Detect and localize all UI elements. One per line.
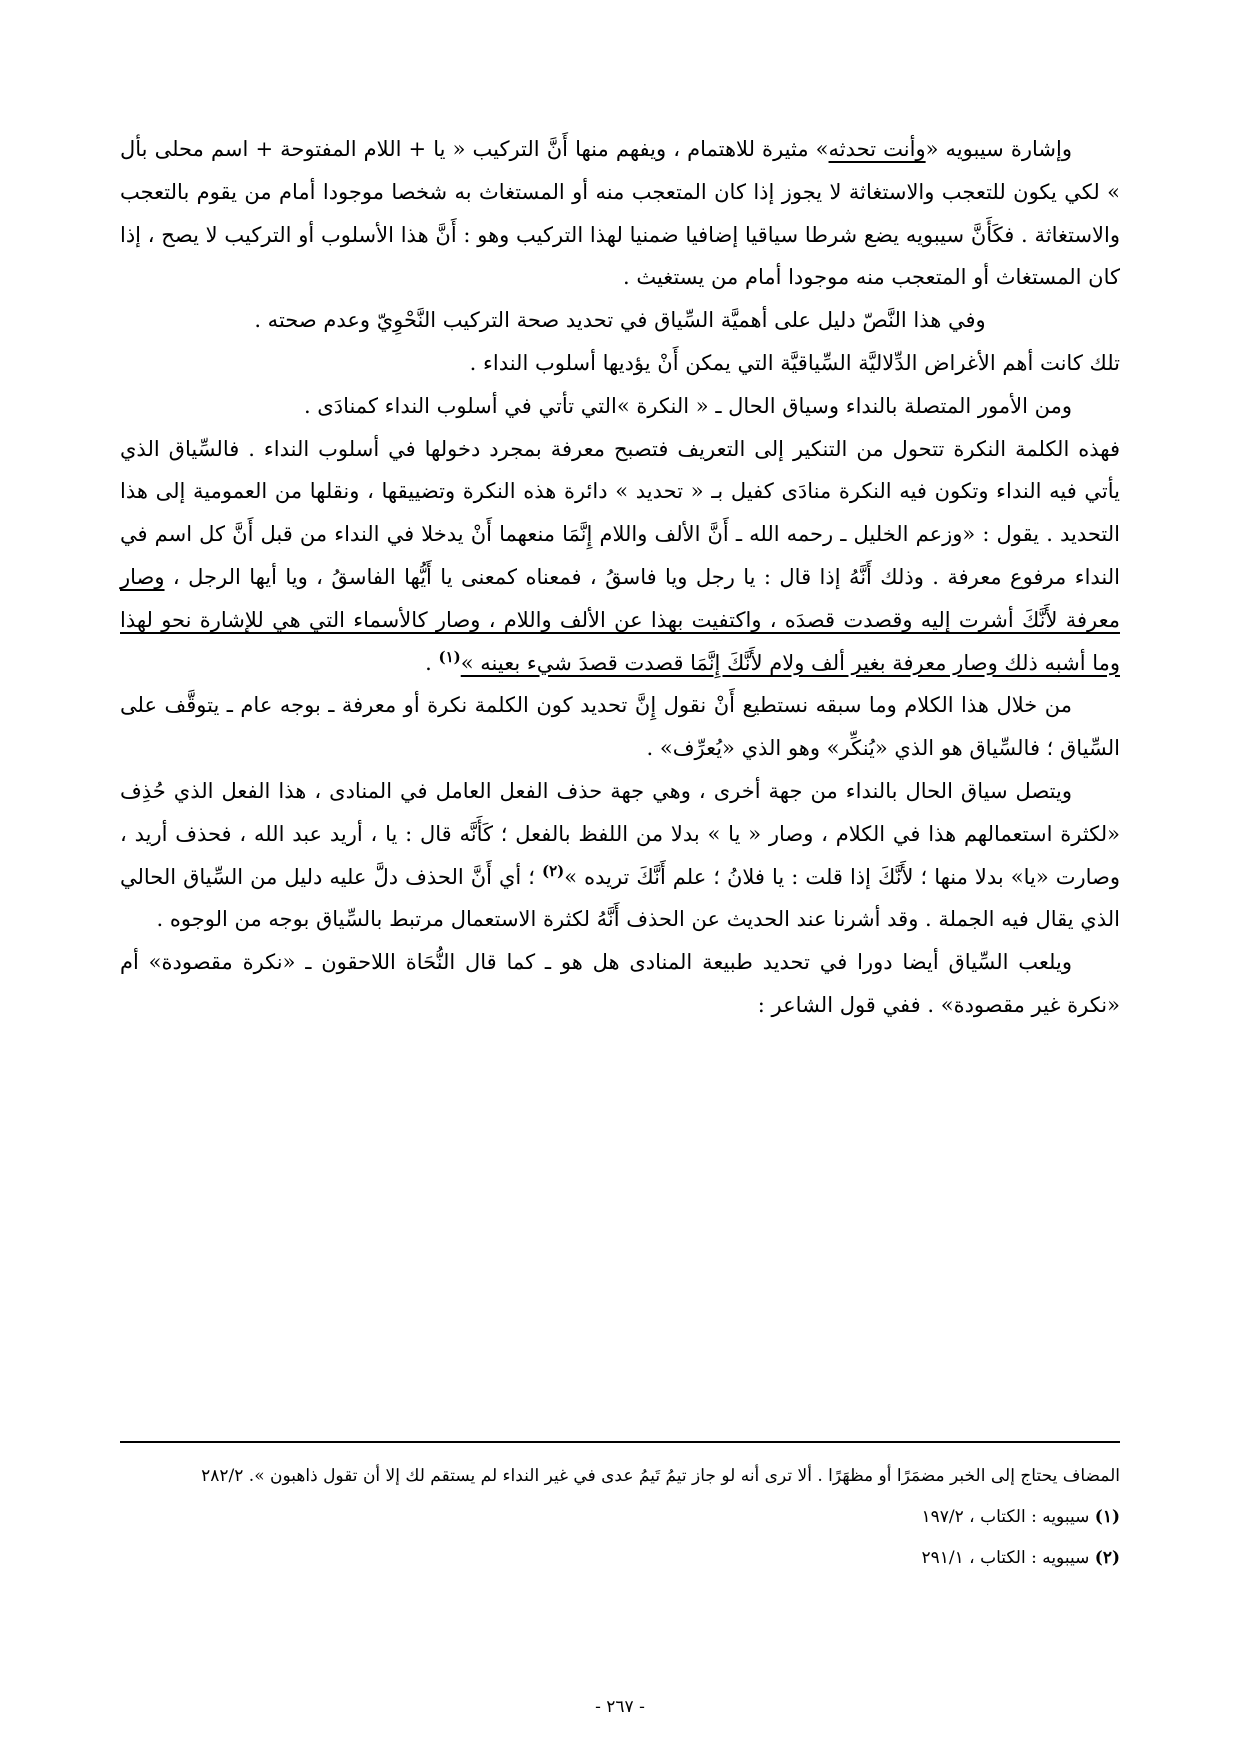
paragraph-summary: تلك كانت أهم الأغراض الدِّلاليَّة السِّياقيَّة التي يمكن أَنْ يؤديها أسلوب النداء . bbox=[469, 350, 1120, 375]
footnote-1-text: سيبويه : الكتاب ، ١٩٧/٢ bbox=[921, 1507, 1095, 1527]
paragraph-vocative-nature: ويلعب السِّياق أيضا دورا في تحديد طبيعة المنادى هل هو ـ كما قال النُّحَاة اللاحقون ـ «نكرة مقصودة» أم «نكرة غير مقصودة» . ففي قول الشاعر : bbox=[120, 950, 1120, 1017]
text-run: ويتصل سياق الحال بالنداء من جهة أخرى ، وهي جهة حذف الفعل العامل في المنادى ، هذا الفعل الذي حُذِف «لكثرة استعمالهم هذا في الكلام ، وصار « يا » بدلا من اللفظ بالفعل ؛ كَأَنَّه قال : يا ، أريد عبد الله ، فحذف أريد ، وصارت «يا» بدلا منها ؛ لأَنَّكَ إذا قلت : يا فلانُ ؛ علم أَنَّكَ تريده » bbox=[120, 778, 1120, 889]
footnote-separator bbox=[120, 1441, 1120, 1443]
text-run: » مثيرة للاهتمام ، ويفهم منها أَنَّ التركيب « يا + اللام المفتوحة + اسم محلى بأل » لكي يكون للتعجب والاستغاثة لا يجوز إذا كان المتعجب منه أو المستغاث به شخصا موجودا أمام من يقوم بالتعجب والاستغاثة . فكَأَنَّ سيبويه يضع شرطا سياقيا إضافيا ضمنيا لهذا التركيب وهو : أَنَّ هذا الأسلوب أو التركيب لا يصح ، إذا كان المستغاث أو المتعجب منه موجودا أمام من يستغيث . bbox=[120, 137, 1120, 290]
text-run: وإشارة سيبويه « bbox=[925, 137, 1072, 161]
main-text bbox=[120, 128, 1120, 1027]
text-run: فهذه الكلمة النكرة تتحول من التنكير إلى التعريف فتصبح معرفة بمجرد دخولها في أسلوب النداء . فالسِّياق الذي يأتي فيه النداء وتكون فيه النكرة منادَى كفيل بـ « تحديد » دائرة هذه النكرة وتضييقها ، ونقلها من العمومية إلى هذا التحديد . يقول : «وزعم الخليل ـ رحمه الله ـ أَنَّ الألف واللام إِنَّمَا منعهما أَنْ يدخلا في النداء من قبل أَنَّ كل اسم في النداء مرفوع معرفة . وذلك أَنَّهُ إذا قال : يا رجل ويا فاسقُ ، فمعناه كمعنى يا أَيُّها الفاسقُ ، ويا أيها الرجل ، bbox=[120, 436, 1120, 589]
paragraph-context-evidence: وفي هذا النَّصّ دليل على أهميَّة السِّياق في تحديد صحة التركيب النَّحْوِيّ وعدم صحته . bbox=[254, 308, 986, 333]
footnote-ref-1[interactable]: (١) bbox=[438, 647, 461, 666]
paragraph-sibawayh-remark bbox=[120, 128, 1120, 299]
underlined-quote: وأنت تحدثه bbox=[828, 137, 926, 161]
paragraph-khalil-quote bbox=[120, 428, 1120, 685]
paragraph-conclusion: من خلال هذا الكلام وما سبقه نستطيع أَنْ نقول إِنَّ تحديد كون الكلمة نكرة أو معرفة ـ بوجه عام ـ يتوقَّف على السِّياق ؛ فالسِّياق هو الذي «يُنكِّر» وهو الذي «يُعرِّف» . bbox=[120, 693, 1120, 761]
footnote-2-mark: (٢) bbox=[1094, 1548, 1120, 1568]
footnote-2 bbox=[120, 1543, 1120, 1574]
footnote-2-text: سيبويه : الكتاب ، ٢٩١/١ bbox=[921, 1548, 1095, 1568]
text-run: . bbox=[425, 650, 439, 675]
footnote-1 bbox=[120, 1502, 1120, 1533]
footnotes bbox=[120, 1461, 1120, 1584]
page-number: - ٢٦٧ - bbox=[595, 1697, 645, 1717]
footnote-1-mark: (١) bbox=[1094, 1507, 1120, 1527]
paragraph-verb-omission bbox=[120, 770, 1120, 941]
text-run: ؛ أي أَنَّ الحذف دلَّ عليه دليل من السِّياق الحالي الذي يقال فيه الجملة . وقد أشرنا عند الحديث عن الحذف أَنَّهُ لكثرة الاستعمال مرتبط بالسِّياق بوجه من الوجوه . bbox=[120, 864, 1120, 932]
paragraph-indefinite-intro: ومن الأمور المتصلة بالنداء وسياق الحال ـ « النكرة »التي تأتي في أسلوب النداء كمنادَى . bbox=[303, 393, 1072, 418]
footnote-continuation: المضاف يحتاج إلى الخبر مضمَرًا أو مظهَرًا . ألا ترى أنه لو جاز تيمُ تَيمُ عدى في غير النداء لم يستقم لك إلا أن تقول ذاهبون ». ٢٨٢/٢ bbox=[201, 1466, 1120, 1486]
footnote-ref-2[interactable]: (٢) bbox=[541, 861, 565, 880]
underlined-quote: وصار معرفة لأَنَّكَ أشرت إليه وقصدت قصدَه ، واكتفيت بهذا عن الألف واللام ، وصار كالأسماء التي هي للإشارة نحو لهذا وما أشبه ذلك وصار معرفة بغير ألف ولام لأَنَّكَ إِنَّمَا قصدت قصدَ شيء بعينه » bbox=[120, 564, 1120, 675]
